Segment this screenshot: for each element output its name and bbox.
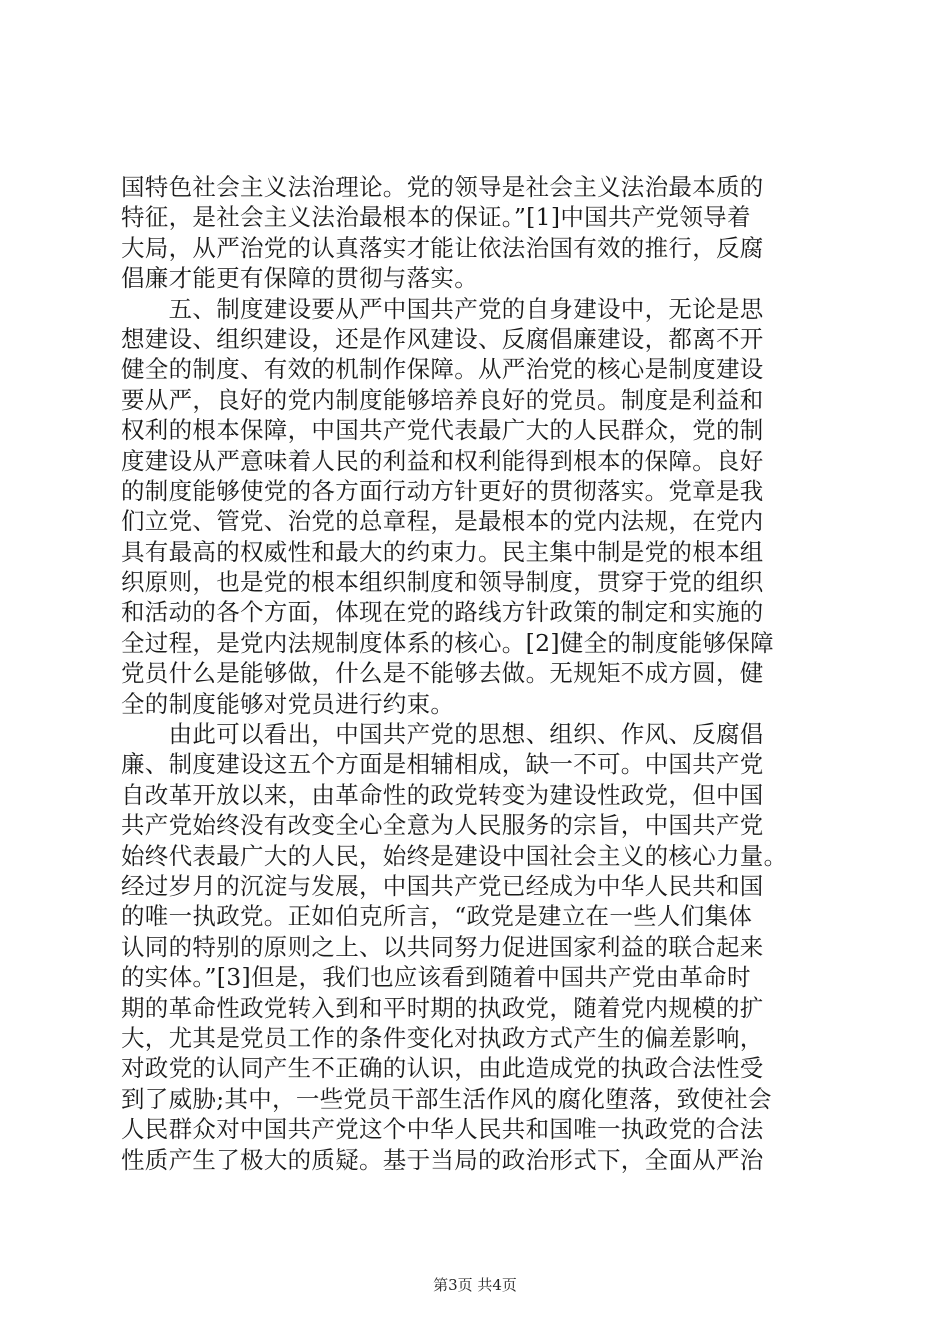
page-number: 第3页 共4页 — [433, 1276, 517, 1294]
text-line: 大局，从严治党的认真落实才能让依法治国有效的推行，反腐 — [121, 233, 764, 262]
text-line: 具有最高的权威性和最大的约束力。民主集中制是党的根本组 — [121, 537, 764, 566]
text-line: 全的制度能够对党员进行约束。 — [121, 689, 455, 718]
text-line: 共产党始终没有改变全心全意为人民服务的宗旨，中国共产党 — [121, 811, 764, 840]
text-line: 始终代表最广大的人民，始终是建设中国社会主义的核心力量。 — [121, 841, 788, 870]
text-line: 想建设、组织建设，还是作风建设、反腐倡廉建设，都离不开 — [121, 324, 764, 353]
text-line: 的唯一执政党。正如伯克所言，“政党是建立在一些人们集体 — [121, 902, 753, 931]
text-line: 国特色社会主义法治理论。党的领导是社会主义法治最本质的 — [121, 173, 764, 201]
text-line: 的实体。”[3]但是，我们也应该看到随着中国共产党由革命时 — [121, 963, 751, 992]
text-line: 和活动的各个方面，体现在党的路线方针政策的制定和实施的 — [121, 598, 764, 627]
text-line: 特征，是社会主义法治最根本的保证。”[1]中国共产党领导着 — [121, 203, 751, 232]
text-line: 党员什么是能够做，什么是不能够去做。无规矩不成方圆，健 — [121, 659, 764, 688]
text-line: 对政党的认同产生不正确的认识，由此造成党的执政合法性受 — [121, 1054, 764, 1083]
text-line: 要从严，良好的党内制度能够培养良好的党员。制度是利益和 — [121, 385, 764, 414]
text-line: 人民群众对中国共产党这个中华人民共和国唯一执政党的合法 — [121, 1115, 764, 1144]
text-line: 认同的特别的原则之上、以共同努力促进国家利益的联合起来 — [121, 932, 764, 961]
text-line: 大，尤其是党员工作的条件变化对执政方式产生的偏差影响， — [121, 1023, 764, 1052]
text-line: 经过岁月的沉淀与发展，中国共产党已经成为中华人民共和国 — [121, 871, 764, 900]
text-line: 期的革命性政党转入到和平时期的执政党，随着党内规模的扩 — [121, 993, 764, 1022]
text-line: 到了威胁;其中，一些党员干部生活作风的腐化堕落，致使社会 — [121, 1084, 772, 1113]
page-footer — [0, 1275, 950, 1295]
body-text — [121, 172, 841, 1175]
text-line: 权利的根本保障，中国共产党代表最广大的人民群众，党的制 — [121, 416, 764, 445]
text-line: 全过程，是党内法规制度体系的核心。[2]健全的制度能够保障 — [121, 628, 774, 657]
text-line: 织原则，也是党的根本组织制度和领导制度，贯穿于党的组织 — [121, 568, 764, 597]
text-line: 性质产生了极大的质疑。基于当局的政治形式下，全面从严治 — [121, 1145, 764, 1174]
paragraph-five-start: 五、制度建设要从严中国共产党的自身建设中，无论是思 — [121, 294, 764, 323]
text-line: 们立党、管党、治党的总章程，是最根本的党内法规，在党内 — [121, 507, 764, 536]
text-line: 自改革开放以来，由革命性的政党转变为建设性政党，但中国 — [121, 780, 764, 809]
text-line: 的制度能够使党的各方面行动方针更好的贯彻落实。党章是我 — [121, 476, 764, 505]
text-line: 健全的制度、有效的机制作保障。从严治党的核心是制度建设 — [121, 355, 764, 384]
text-line: 倡廉才能更有保障的贯彻与落实。 — [121, 264, 478, 293]
text-line: 度建设从严意味着人民的利益和权利能得到根本的保障。良好 — [121, 446, 764, 475]
paragraph-conclusion-start: 由此可以看出，中国共产党的思想、组织、作风、反腐倡 — [121, 720, 764, 749]
text-line: 廉、制度建设这五个方面是相辅相成，缺一不可。中国共产党 — [121, 750, 764, 779]
